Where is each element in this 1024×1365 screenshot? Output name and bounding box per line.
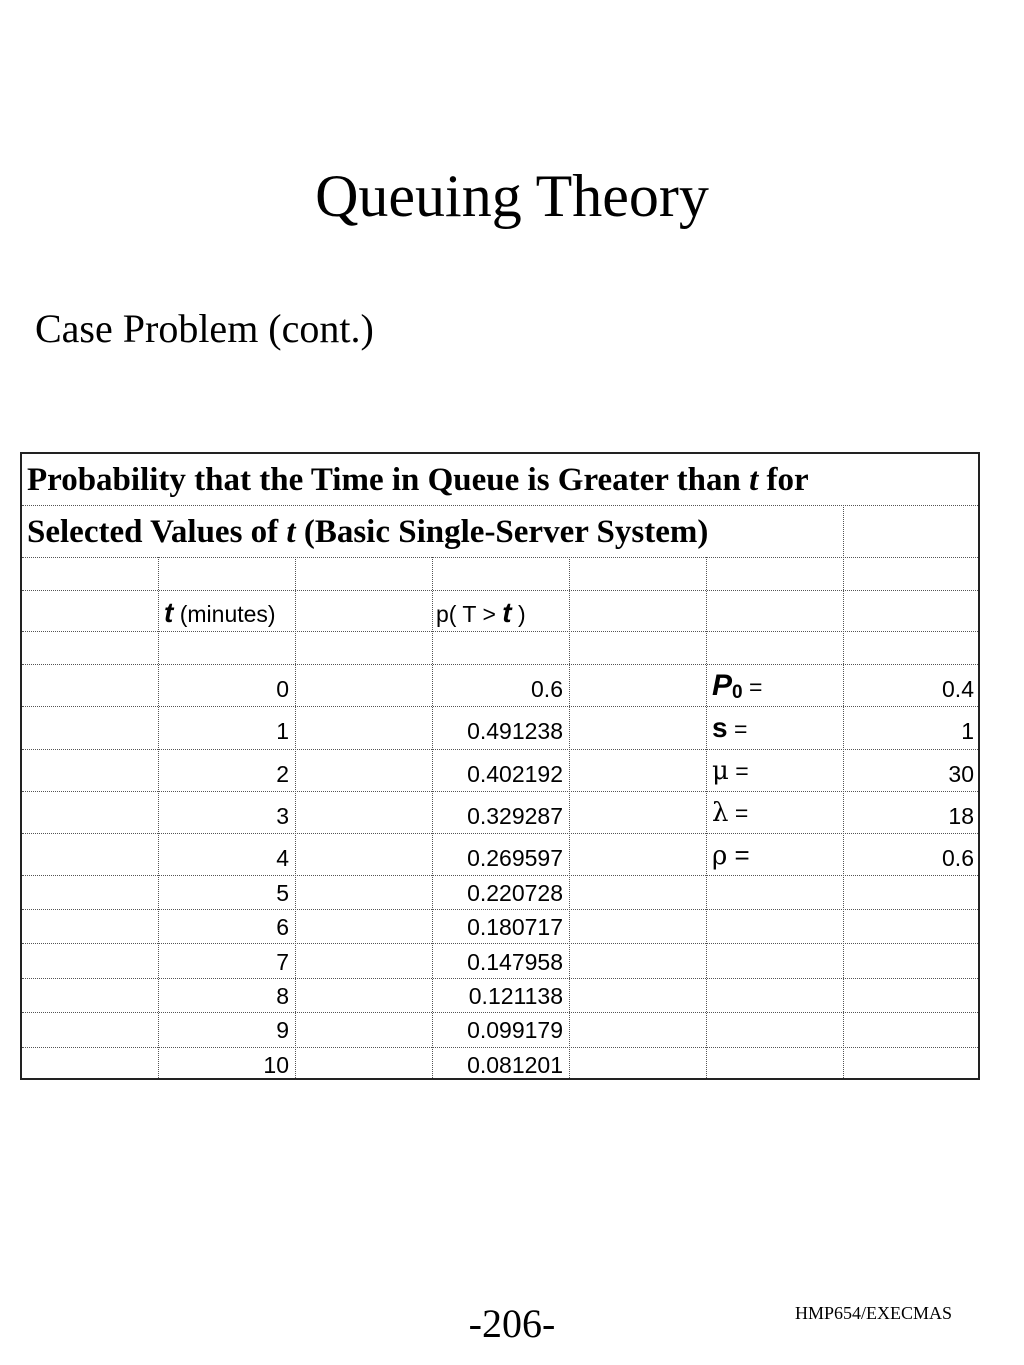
grid-row-line [22,557,978,558]
grid-row-line [22,943,978,944]
t-symbol: t [749,462,759,498]
t-value-cell: 0 [276,676,289,702]
grid-row-line [22,631,978,632]
parameter-value: 0.6 [942,845,974,871]
grid-column-line [295,557,296,1078]
parameter-label: λ = [712,798,749,828]
course-code: HMP654/EXECMAS [795,1303,953,1323]
probability-value-cell: 0.491238 [467,718,563,744]
table-heading-line-1: Probability that the Time in Queue is Greater than t for [27,462,809,498]
parameter-label: P0 = [712,669,763,703]
probability-value-cell: 0.081201 [467,1052,563,1078]
probability-value-cell: 0.329287 [467,803,563,829]
parameter-label: μ = [712,756,749,786]
grid-row-line [22,1012,978,1013]
probability-table [20,452,980,1080]
grid-row-line [22,978,978,979]
grid-column-line [843,505,844,1078]
t-value-cell: 1 [276,718,289,744]
grid-row-line [22,1047,978,1048]
t-value-cell: 9 [276,1017,289,1043]
probability-value-cell: 0.121138 [468,983,563,1009]
grid-row-line [22,833,978,834]
t-value-cell: 10 [263,1052,289,1078]
t-value-cell: 6 [276,914,289,940]
grid-column-line [706,557,707,1078]
parameter-value: 1 [961,718,974,744]
t-value-cell: 4 [276,845,289,871]
parameter-label: s = [712,712,748,743]
grid-row-line [22,791,978,792]
slide-title: Queuing Theory [315,163,709,229]
t-value-cell: 7 [276,949,289,975]
column-header-probability: p( T > t ) [436,597,526,628]
grid-row-line [22,664,978,665]
parameter-label: ρ = [712,840,750,871]
probability-value-cell: 0.402192 [467,761,563,787]
grid-row-line [22,505,978,506]
probability-value-cell: 0.6 [531,676,563,702]
page-number: -206- [468,1301,556,1346]
grid-row-line [22,706,978,707]
grid-row-line [22,749,978,750]
slide-subtitle: Case Problem (cont.) [35,306,374,351]
table-heading-line-2: Selected Values of t (Basic Single-Server System) [27,514,709,550]
t-symbol: t [286,514,296,550]
t-value-cell: 3 [276,803,289,829]
t-value-cell: 5 [276,880,289,906]
probability-value-cell: 0.220728 [467,880,563,906]
probability-value-cell: 0.269597 [467,845,563,871]
probability-value-cell: 0.180717 [467,914,563,940]
grid-row-line [22,590,978,591]
t-value-cell: 2 [276,761,289,787]
probability-value-cell: 0.147958 [467,949,563,975]
t-value-cell: 8 [276,983,289,1009]
parameter-value: 30 [948,761,974,787]
grid-row-line [22,909,978,910]
grid-row-line [22,875,978,876]
grid-column-line [569,557,570,1078]
parameter-value: 0.4 [942,676,974,702]
probability-value-cell: 0.099179 [467,1017,563,1043]
parameter-value: 18 [948,803,974,829]
column-header-t: t (minutes) [164,597,276,628]
